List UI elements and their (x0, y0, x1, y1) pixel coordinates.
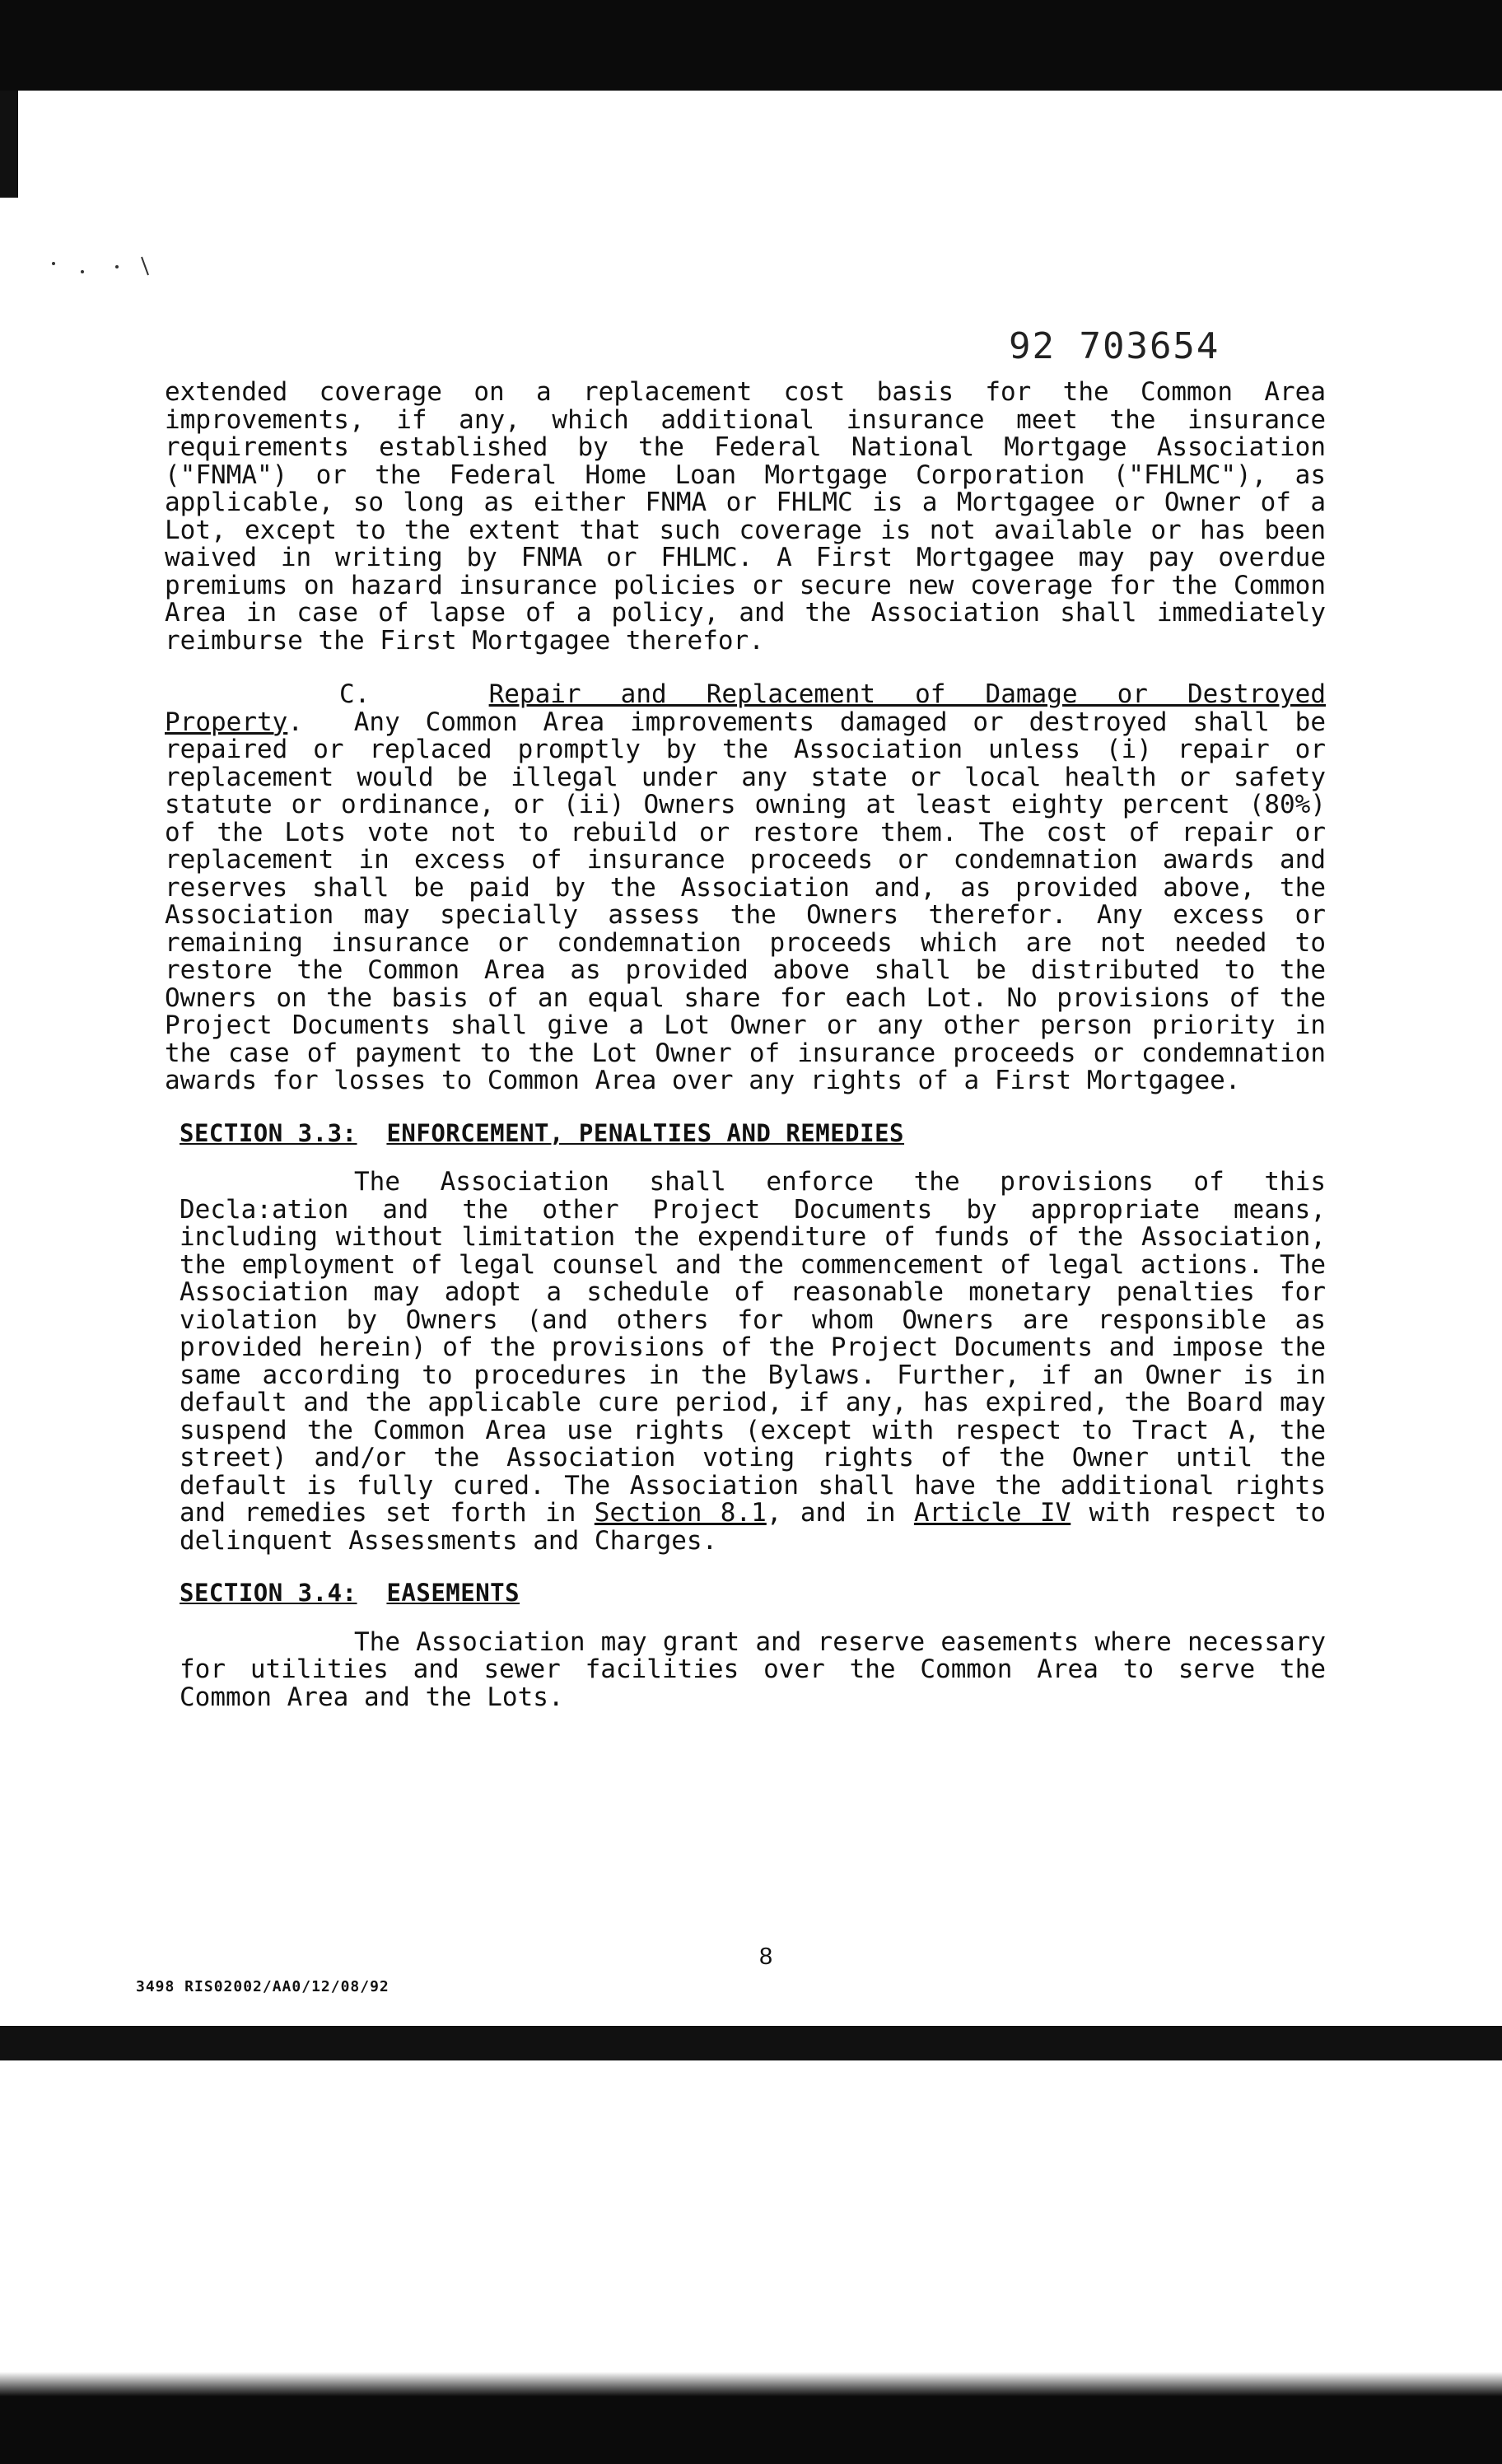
repair-body: Any Common Area improvements damaged or destroyed shall be repaired or replaced promptly by the Association unless (i) repair or replacement would be illegal under any state or local health or safety statute or ordinance, or (ii) Owners owning at least eighty percent (80%) of the Lots vote not to rebuild or restore them. The cost of repair or replacement in excess of insurance proceeds or condemnation awards and reserves shall be paid by the Association and, as provided above, the Association may specially assess the Owners therefor. Any excess or remaining insurance or condemnation proceeds which are not needed to restore the Common Area as provided above shall be distributed to the Owners on the basis of an equal share for each Lot. No provisions of the Project Documents shall give a Lot Owner or any other person priority in the case of payment to the Lot Owner of insurance proceeds or condemnation awards for losses to Common Area over any rights of a First Mortgagee. (165, 707, 1326, 1095)
repair-title-end: . (287, 707, 303, 737)
section-3-3-text-1: The Association shall enforce the provisions of this Decla:ation and the other Project Documents by appropriate means, including without limitation the expenditure of funds of the Association, the employment of legal counsel and the commencement of legal actions. The Association may adopt a schedule of reasonable monetary penalties for violation by Owners (and others for whom Owners are responsible as provided herein) of the provisions of the Project Documents and impose the same according to procedures in the Bylaws. Further, if an Owner is in default and the applicable cure period, if any, has expired, the Board may suspend the Common Area use rights (except with respect to Tract A, the street) and/or the Association voting rights of the Owner until the default is fully cured. The Association shall have the additional rights and remedies set forth in (180, 1167, 1326, 1528)
section-3-3-heading (180, 1120, 1326, 1148)
section-3-4-body: The Association may grant and reserve easements where necessary for utilities and sewer facilities over the Common Area to serve the Common Area and the Lots. (180, 1626, 1326, 1712)
section-3-3-text-2: , and in (766, 1498, 896, 1528)
footer-code: 3498 RIS02002/AA0/12/08/92 (136, 1978, 389, 1995)
repair-title: Repair and Replacement of Damage or Destroyed Property (165, 679, 1326, 737)
section-3-3-body (165, 1169, 1326, 1555)
scan-left-mark (0, 91, 18, 198)
scan-specks (49, 239, 165, 288)
repair-paragraph (165, 681, 1326, 1095)
scan-top-edge (0, 0, 1502, 91)
section-3-4-number: SECTION 3.4: (180, 1579, 357, 1607)
repair-label: C. (339, 679, 371, 709)
page-number: 8 (759, 1944, 773, 1970)
section-8-1-reference: Section 8.1 (594, 1498, 767, 1528)
section-3-4-heading (180, 1580, 1326, 1608)
insurance-paragraph: extended coverage on a replacement cost basis for the Common Area improvements, if any, which additional insurance meet the insurance requirements established by the Federal National Mortgage Association ("FNMA") or the Federal Home Loan Mortgage Corporation ("FHLMC"), as applicable, so long as either FNMA or FHLMC is a Mortgagee or Owner of a Lot, except to the extent that such coverage is not available or has been waived in writing by FNMA or FHLMC. A First Mortgagee may pay overdue premiums on hazard insurance policies or secure new coverage for the Common Area in case of lapse of a policy, and the Association shall immediately reimburse the First Mortgagee therefor. (165, 377, 1326, 656)
section-3-4-title: EASEMENTS (386, 1579, 520, 1607)
document-body (165, 379, 1326, 1711)
document-number: 92 703654 (1009, 325, 1220, 367)
scan-bottom-edge (0, 2396, 1502, 2464)
section-3-3-text-3: with respect to delinquent Assessments and Charges. (180, 1498, 1326, 1556)
article-iv-reference: Article IV (913, 1498, 1071, 1528)
scan-bottom-band (0, 2026, 1502, 2060)
section-3-3-number: SECTION 3.3: (180, 1118, 357, 1147)
section-3-3-title: ENFORCEMENT, PENALTIES AND REMEDIES (386, 1118, 905, 1147)
